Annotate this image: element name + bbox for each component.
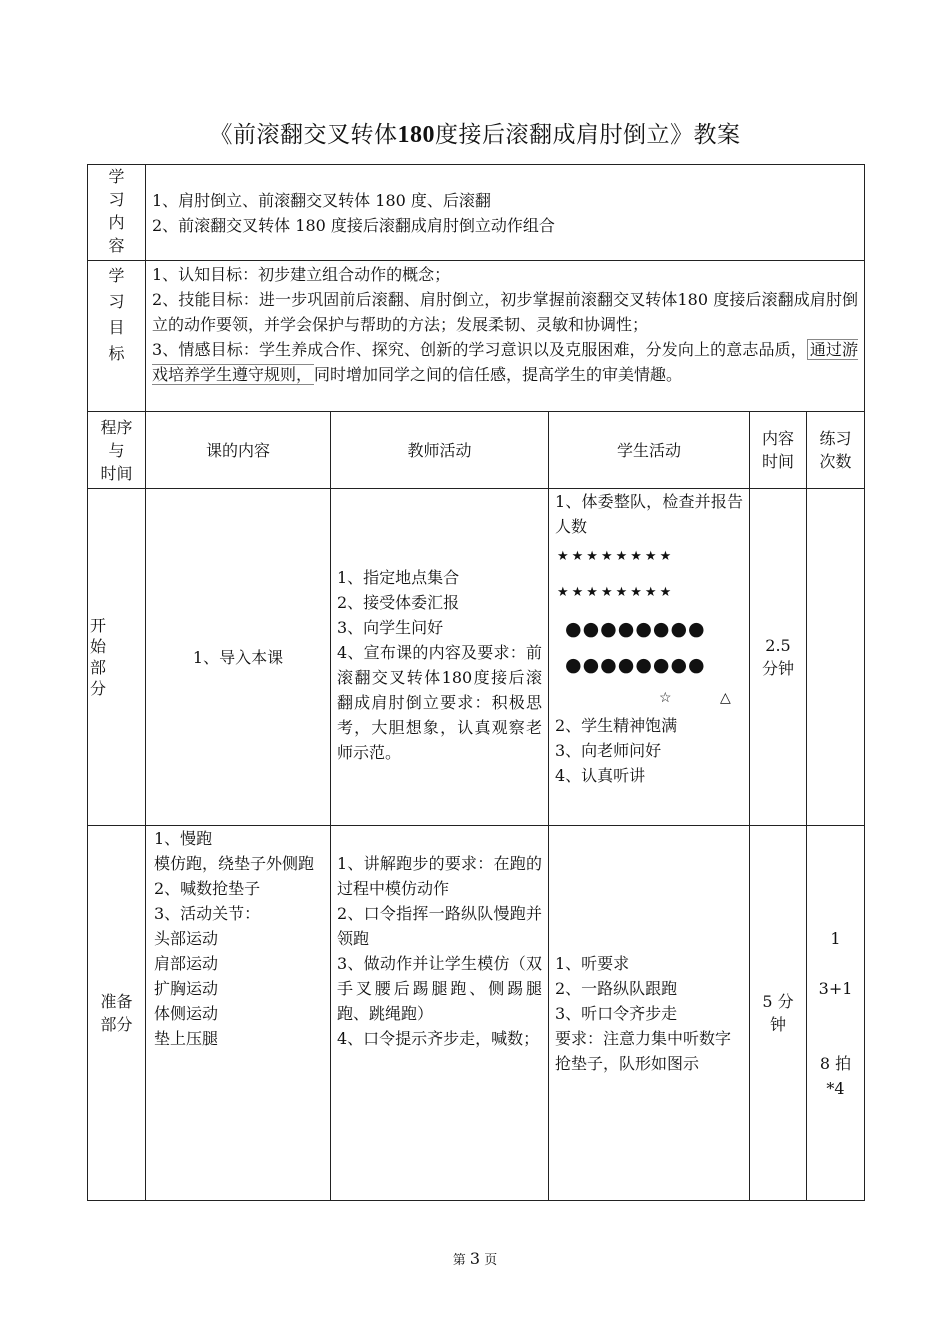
start-section-teacher: 1、指定地点集合 2、接受体委汇报 3、向学生问好 4、宣布课的内容及要求：前滚翻交叉转体180度接后滚翻成肩肘倒立要求：积极思考，大胆想象，认真观察老师示范。 bbox=[331, 489, 549, 826]
lesson-plan-table bbox=[87, 164, 865, 1201]
formation-stars-row-2: ★★★★★★★★ bbox=[557, 585, 675, 600]
page-number: 第 3 页 bbox=[452, 1249, 498, 1268]
prep-section-row bbox=[88, 826, 865, 1201]
prep-section-duration: 5 分 钟 bbox=[750, 826, 807, 1201]
prep-section-label: 准备 部分 bbox=[88, 826, 146, 1201]
study-goals-text: 1、认知目标：初步建立组合动作的概念； 2、技能目标：进一步巩固前后滚翻、肩肘倒立，初步掌握前滚翻交叉转体180 度接后滚翻成肩肘倒立的动作要领，并学会保护与帮助的方法；发展柔韧、灵敏和协调性； 3、情感目标：学生养成合作、探究、创新的学习意识以及克服困难，分发向上的意志品质， 通过游戏培养学生遵守规则， 同时增加同学之间的信任感，提高学生的审美情趣。 bbox=[146, 261, 865, 412]
header-reps: 练习 次数 bbox=[807, 412, 865, 489]
document-title: 《前滚翻交叉转体180度接后滚翻成肩肘倒立》教案 bbox=[209, 122, 741, 148]
formation-stars-row-1: ★★★★★★★★ bbox=[557, 549, 675, 564]
study-content-text: 1、肩肘倒立、前滚翻交叉转体 180 度、后滚翻 2、前滚翻交叉转体 180 度接后滚翻成肩肘倒立动作组合 bbox=[146, 165, 865, 261]
start-section-student: 1、体委整队，检查并报告人数 ★★★★★★★★ ★★★★★★★★ ●●●●●●●● ●●●●●●●● ☆ △ 2、学生精神饱满 3、向老师问好 4、认真听讲 bbox=[549, 489, 750, 826]
start-section-duration: 2.5 分钟 bbox=[750, 489, 807, 826]
header-student: 学生活动 bbox=[549, 412, 750, 489]
formation-dots-row-1: ●●●●●●●● bbox=[565, 618, 706, 640]
header-content: 课的内容 bbox=[146, 412, 331, 489]
formation-dots-row-2: ●●●●●●●● bbox=[565, 654, 706, 676]
header-teacher: 教师活动 bbox=[331, 412, 549, 489]
prep-section-teacher: 1、讲解跑步的要求：在跑的过程中模仿动作 2、口令指挥一路纵队慢跑并领跑 3、做动作并让学生模仿（双手叉腰后踢腿跑、侧踢腿跑、跳绳跑） 4、口令提示齐步走，喊数； bbox=[331, 826, 549, 1201]
header-procedure: 程序 与 时间 bbox=[88, 412, 146, 489]
study-goals-row bbox=[88, 261, 865, 412]
prep-section-reps: 1 3+1 8 拍 *4 bbox=[807, 826, 865, 1201]
start-section-label: 开 始 部 分 bbox=[88, 489, 146, 826]
study-goals-label: 学 习 目 标 bbox=[88, 261, 146, 412]
header-row bbox=[88, 412, 865, 489]
prep-section-content: 1、慢跑 模仿跑，绕垫子外侧跑 2、喊数抢垫子 3、活动关节： 头部运动 肩部运动 扩胸运动 体侧运动 垫上压腿 bbox=[146, 826, 331, 1201]
study-content-label: 学 习 内 容 bbox=[88, 165, 146, 261]
start-section-content: 1、导入本课 bbox=[146, 489, 331, 826]
start-section-row bbox=[88, 489, 865, 826]
teacher-position-marks: ☆ △ bbox=[659, 690, 731, 706]
formation-diagram bbox=[555, 539, 743, 713]
highlighted-goal: 通过游戏培养学生遵守规则， bbox=[152, 340, 859, 384]
study-content-row bbox=[88, 165, 865, 261]
start-section-reps bbox=[807, 489, 865, 826]
header-duration: 内容 时间 bbox=[750, 412, 807, 489]
prep-section-student: 1、听要求 2、一路纵队跟跑 3、听口令齐步走 要求：注意力集中听数字抢垫子，队形如图示 bbox=[549, 826, 750, 1201]
